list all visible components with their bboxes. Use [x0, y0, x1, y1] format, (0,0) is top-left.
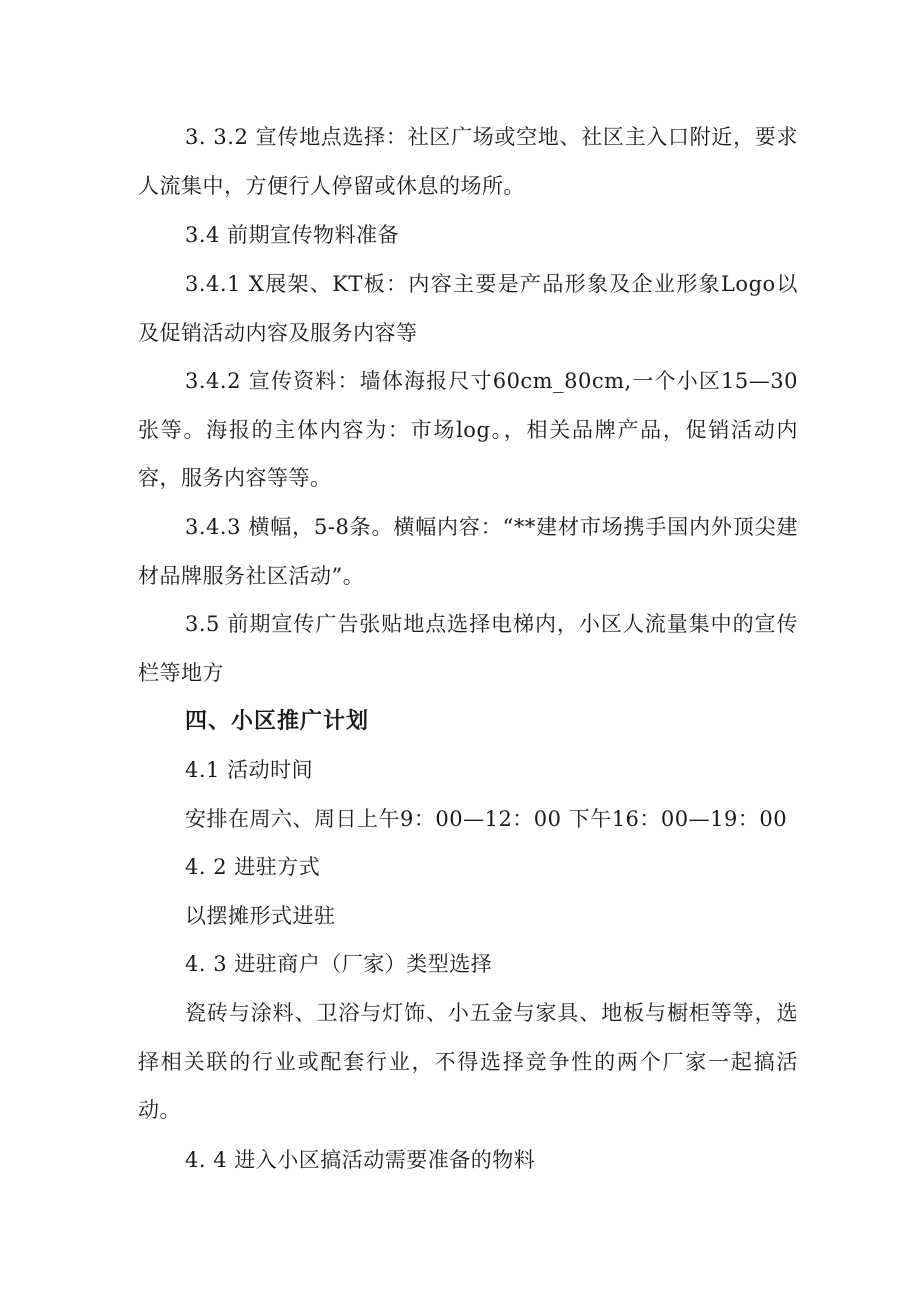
paragraph-3-4-1: 3.4.1 X展架、KT板：内容主要是产品形象及企业形象Logo以及促销活动内容及服务内容等 — [138, 272, 798, 345]
item-activity-time: 安排在周六、周日上午9：00—12：00 下午16：00—19：00 — [185, 807, 788, 831]
paragraph-merchant-types: 瓷砖与涂料、卫浴与灯饰、小五金与家具、地板与橱柜等等，选择相关联的行业或配套行业，不得选择竞争性的两个厂家一起搞活动。 — [138, 1001, 798, 1122]
paragraph-3-3-2: 3. 3.2 宣传地点选择：社区广场或空地、社区主入口附近，要求人流集中，方便行人停留或休息的场所。 — [138, 125, 798, 198]
item-entry-method: 以摆摊形式进驻 — [185, 904, 336, 928]
paragraph-3-4: 3.4 前期宣传物料准备 — [185, 223, 400, 247]
item-4-2: 4. 2 进驻方式 — [185, 855, 321, 879]
section-heading: 四、小区推广计划 — [185, 709, 370, 734]
paragraph-3-4-2: 3.4.2 宣传资料：墙体海报尺寸60cm_80cm,一个小区15—30张等。海报的主体内容为：市场log。，相关品牌产品，促销活动内容，服务内容等等。 — [138, 369, 798, 490]
item-4-1: 4.1 活动时间 — [185, 758, 314, 782]
paragraph-3-5: 3.5 前期宣传广告张贴地点选择电梯内，小区人流量集中的宣传栏等地方 — [138, 612, 798, 685]
item-4-4: 4. 4 进入小区搞活动需要准备的物料 — [185, 1148, 536, 1172]
item-4-3: 4. 3 进驻商户（厂家）类型选择 — [185, 952, 493, 976]
paragraph-3-4-3: 3.4.3 横幅，5-8条。横幅内容：“**建材市场携手国内外顶尖建材品牌服务社区活动”。 — [138, 515, 798, 588]
